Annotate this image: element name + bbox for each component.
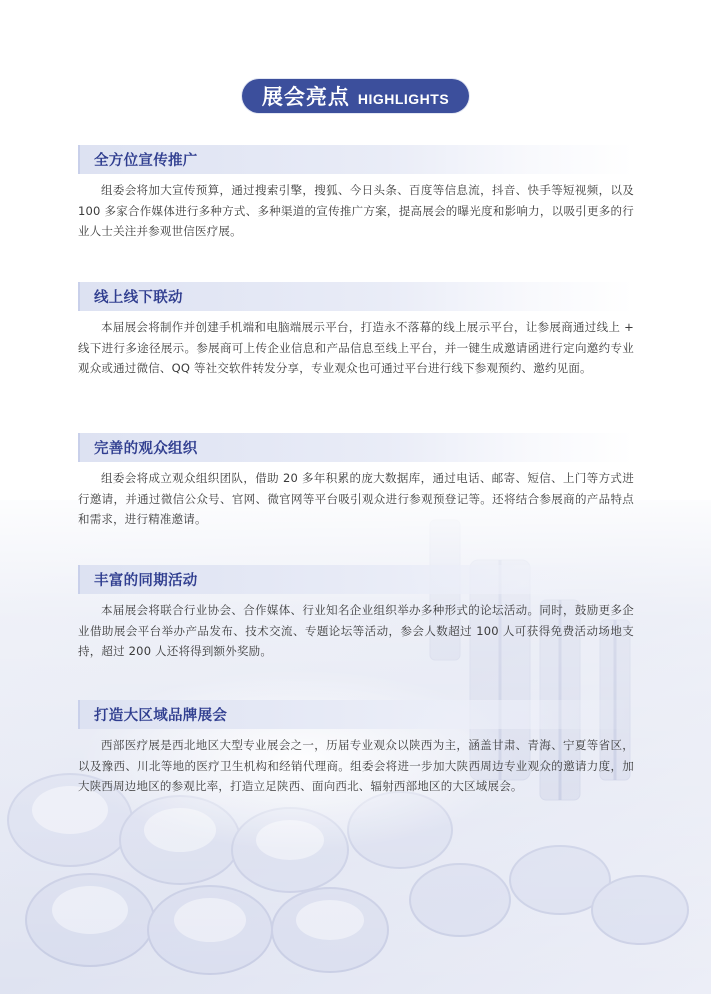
- section-heading-band: [78, 433, 634, 462]
- section-audience-organization: [78, 433, 634, 530]
- page-title-en: HIGHLIGHTS: [357, 90, 450, 107]
- section-body-text: 本届展会将联合行业协会、合作媒体、行业知名企业组织举办多种形式的论坛活动。同时，鼓励更多企业借助展会平台举办产品发布、技术交流、专题论坛等活动，参会人数超过 100 人可获得免费活动场地支持，超过 200 人还将得到额外奖励。: [78, 603, 634, 658]
- section-heading-band: [78, 565, 634, 594]
- section-title: 打造大区域品牌展会: [94, 708, 228, 724]
- section-heading-band: [78, 700, 634, 729]
- section-title: 线上线下联动: [94, 290, 183, 306]
- section-title: 完善的观众组织: [94, 441, 198, 457]
- section-heading-band: [78, 282, 634, 311]
- section-concurrent-events: [78, 565, 634, 662]
- section-online-offline: [78, 282, 634, 379]
- section-promotion: [78, 145, 634, 242]
- page-title-banner: [242, 79, 469, 113]
- section-regional-brand: [78, 700, 634, 797]
- section-body-text: 组委会将加大宣传预算，通过搜索引擎，搜狐、今日头条、百度等信息流，抖音、快手等短视频，以及 100 多家合作媒体进行多种方式、多种渠道的宣传推广方案，提高展会的曝光度和影响力，以吸引更多的行业人士关注并参观世信医疗展。: [78, 183, 634, 238]
- section-title: 丰富的同期活动: [94, 573, 198, 589]
- section-body-text: 西部医疗展是西北地区大型专业展会之一，历届专业观众以陕西为主，涵盖甘肃、青海、宁夏等省区，以及豫西、川北等地的医疗卫生机构和经销代理商。组委会将进一步加大陕西周边专业观众的邀请力度，加大陕西周边地区的参观比率，打造立足陕西、面向西北、辐射西部地区的大区域展会。: [78, 738, 634, 793]
- section-heading-band: [78, 145, 634, 174]
- section-body-text: 本届展会将制作并创建手机端和电脑端展示平台，打造永不落幕的线上展示平台，让参展商通过线上 + 线下进行多途径展示。参展商可上传企业信息和产品信息至线上平台，并一键生成邀请函进行定向邀约专业观众或通过微信、QQ 等社交软件转发分享，专业观众也可通过平台进行线下参观预约、邀约见面。: [78, 320, 634, 375]
- section-title: 全方位宣传推广: [94, 153, 198, 169]
- section-body-text: 组委会将成立观众组织团队，借助 20 多年积累的庞大数据库，通过电话、邮寄、短信、上门等方式进行邀请，并通过微信公众号、官网、微官网等平台吸引观众进行参观预登记等。还将结合参展商的产品特点和需求，进行精准邀请。: [78, 471, 634, 526]
- page-title-cn: 展会亮点: [261, 84, 350, 109]
